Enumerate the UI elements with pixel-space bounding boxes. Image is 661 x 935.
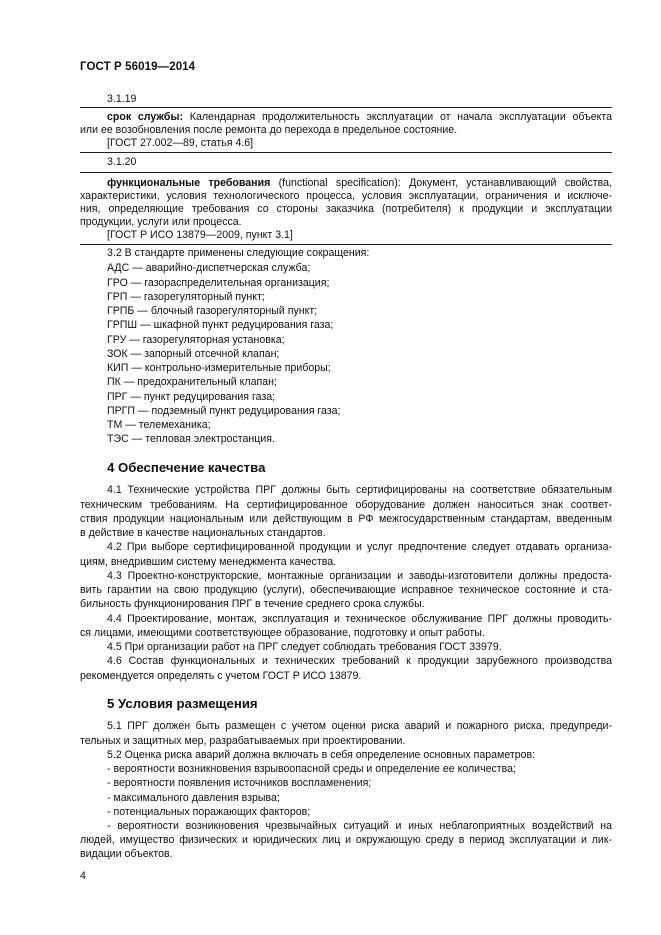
term-definition-line: ния, определяющие требования со стороны заказчика (потребителя) к продукции и эксплуатации: [80, 203, 612, 215]
paragraph-line: 4.6 Состав функциональных и технических требований к продукции зарубежного производства: [107, 655, 612, 667]
paragraph-line: 4.4 Проектирование, монтаж, эксплуатация и техническое обслуживание ПРГ должны проводить-: [107, 613, 612, 625]
term-definition-line: срок службы: Календарная продолжительность эксплуатации от начала эксплуатации объекта: [107, 111, 612, 123]
document-header: ГОСТ Р 56019—2014: [80, 61, 196, 73]
abbreviation-item: ТЭС — тепловая электростанция.: [107, 433, 275, 445]
paragraph-line: техническим требованиям. На сертифицированное оборудование должен наноситься знак соответ-: [80, 499, 612, 511]
term-definition-line: продукции, услуги или процесса.: [80, 216, 242, 228]
paragraph-line: 4.3 Проектно-конструкторские, монтажные организации и заводы-изготовители должны предоста-: [107, 570, 612, 582]
term-number: 3.1.20: [107, 156, 137, 168]
abbreviation-item: АДС — аварийно-диспетчерская служба;: [107, 262, 311, 274]
term-definition-line: или ее возобновления после ремонта до перехода в предельное состояние.: [80, 124, 458, 136]
list-item: - максимального давления взрыва;: [107, 792, 280, 804]
paragraph-line: в действие в качестве национальных стандартов.: [80, 527, 326, 539]
term-box-3-1-20: [80, 172, 612, 245]
paragraph-line: циям, внедрившим систему менеджмента качества.: [80, 556, 337, 568]
paragraph-line: рекомендуется определять с учетом ГОСТ Р ИСО 13879.: [80, 670, 362, 682]
paragraph-line: бильность функционирования ПРГ в течение среднего срока службы.: [80, 598, 425, 610]
paragraph-line: 4.1 Технические устройства ПРГ должны быть сертифицированы на соответствие обязательным: [107, 484, 612, 496]
paragraph-line: ствия продукции национальным или действующим в РФ межгосударственным стандартам, введенным: [80, 513, 612, 525]
paragraph-line: ся лицами, имеющими соответствующее образование, подготовку и опыт работы.: [80, 627, 485, 639]
paragraph-line: 4.2 При выборе сертифицированной продукции и услуг предпочтение следует отдавать организа-: [107, 541, 612, 553]
paragraph-line: вить гарантии на свою продукцию (услуги), обеспечивающие исправное техническое состояние и ста-: [80, 584, 612, 596]
term-number: 3.1.19: [107, 93, 137, 105]
abbreviations-intro: 3.2 В стандарте применены следующие сокращения:: [107, 247, 370, 259]
section-heading: 5 Условия размещения: [107, 696, 258, 711]
abbreviation-item: ГРП — газорегуляторный пункт;: [107, 291, 265, 303]
paragraph-line: тельных и защитных мер, разрабатываемых при проектировании.: [80, 735, 406, 747]
list-item: - вероятности возникновения чрезвычайных ситуаций и иных неблагоприятных воздействий на: [107, 820, 612, 832]
abbreviation-item: ГРПБ — блочный газорегуляторный пункт;: [107, 305, 318, 317]
abbreviation-item: КИП — контрольно-измерительные приборы;: [107, 362, 331, 374]
abbreviation-item: ПРГП — подземный пункт редуцирования газа;: [107, 405, 341, 417]
list-item: - вероятности появления источников воспламенения;: [107, 777, 372, 789]
abbreviation-item: ЗОК — запорный отсечной клапан;: [107, 348, 280, 360]
paragraph-line: 5.2 Оценка риска аварий должна включать в себя определение основных параметров:: [107, 749, 536, 761]
paragraph-line: видации объектов.: [80, 848, 173, 860]
list-item: - вероятности возникновения взрывоопасной среды и определение ее количества;: [107, 763, 516, 775]
abbreviation-item: ГРО — газораспределительная организация;: [107, 277, 330, 289]
abbreviation-item: ГРУ — газорегуляторная установка;: [107, 334, 285, 346]
paragraph-line: людей, имущество физических и юридических лиц и окружающую среду в период эксплуатации и лик-: [80, 834, 612, 846]
section-heading: 4 Обеспечение качества: [107, 460, 266, 475]
term-box-3-1-19: [80, 107, 612, 153]
abbreviation-item: ПК — предохранительный клапан;: [107, 376, 277, 388]
abbreviation-item: ГРПШ — шкафной пункт редуцирования газа;: [107, 319, 334, 331]
term-name: функциональные требования: [107, 177, 271, 189]
list-item: - потенциальных поражающих факторов;: [107, 806, 311, 818]
term-source: [ГОСТ Р ИСО 13879—2009, пункт 3.1]: [107, 229, 293, 241]
term-definition-line: функциональные требования (functional specification): Документ, устанавливающий свойства,: [107, 177, 612, 189]
paragraph-line: 4.5 При организации работ на ПРГ следует соблюдать требования ГОСТ 33979.: [107, 641, 502, 653]
term-source: [ГОСТ 27.002—89, статья 4.6]: [107, 137, 254, 149]
page-number: 4: [80, 870, 86, 882]
paragraph-line: 5.1 ПРГ должен быть размещен с учетом оценки риска аварий и пожарного риска, предупреди-: [107, 720, 612, 732]
abbreviation-item: ТМ — телемеханика;: [107, 419, 211, 431]
abbreviation-item: ПРГ — пункт редуцирования газа;: [107, 391, 276, 403]
term-name: срок службы:: [107, 111, 184, 123]
term-definition-line: характеристики, условия технологического процесса, условия эксплуатации, ограничения и исключе-: [80, 190, 612, 202]
